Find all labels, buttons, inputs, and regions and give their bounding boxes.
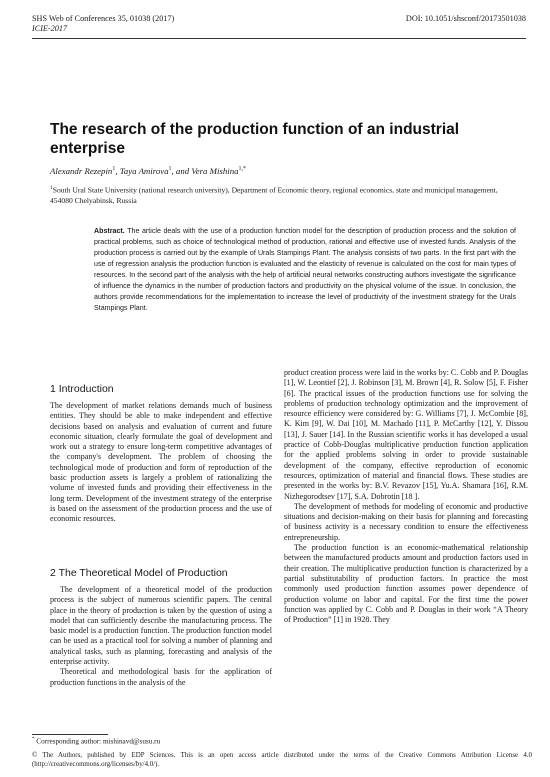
author-affil-mark: 1 — [112, 166, 116, 173]
theoretical-model-body — [50, 585, 272, 688]
author-first-name: Taya — [119, 166, 137, 176]
conference-name: ICIE-2017 — [32, 24, 68, 33]
venue-text: SHS Web of Conferences 35, 01038 (2017) — [32, 14, 175, 23]
footnote-rule — [32, 734, 108, 735]
paragraph: The development of a theoretical model of the production process is the subject of numerous scientific papers. The central place in the theory of production is taken by the question of using a model that can sufficiently describe the manufacturing process. The basic model is a production function. The production function model can be used as a practical tool for solving a number of planning and analytical tasks, such as planning, forecasting and analysis of the enterprise activity. — [50, 585, 272, 667]
author-first-name: Vera — [191, 166, 208, 176]
doi-text[interactable]: DOI: 10.1051/shsconf/20173501038 — [405, 14, 526, 23]
paragraph: Theoretical and methodological basis for the application of production functions in the analysis of the — [50, 667, 272, 687]
abstract-text: The article deals with the use of a production function model for the description of production process and the solution of practical problems, such as choice of technological method of production, rational and effective use of invested funds. Analysis of the production process is carried out by the example of Urals Stampings Plant. The analysis consists of two parts. In the first part with the use of regression analysis the production function is evaluated and the elasticity of revenue is calculated on the cost for main types of resources. In the second part of the analysis with the help of artificial neural networks constructing authors investigate the significance of influence the dynamics in the number of production factors and productivity on the physical volume of the issue. In conclusion, the authors provide recommendations for the implementation to increase the level of productivity of the investment strategy for the Urals Stampings Plant. — [94, 227, 516, 312]
right-column — [284, 368, 528, 625]
footnote — [32, 737, 160, 745]
paragraph: product creation process were laid in the works by: C. Cobb and P. Douglas [1], W. Leontief [2], J. Robinson [3], M. Brown [4], R. Solow [5], F. Fisher [6]. The practical issues of the production functions use for solving the problems of production technology optimization and the improvement of resource efficiency were considered by: G. Williams [7], J. McCombie [8], K. Kim [9], W. Dai [10], M. Machado [11], P. McCarthy [12], Y. Dissou [13], J. Sauer [14]. In the Russian scientific works it has developed a usual practice of Cobb-Douglas multiplicative production function application for the applied problems solving in order to provide sustainable development of the company, effective reproduction of economic resources, optimization of material and financial flows. These studies are presented in the works by: B.V. Revazov [15], Yu.A. Shamara [16], R.M. Nizhegorodtsev [17], S.A. Dobrotin [18 ]. — [284, 368, 528, 501]
author-last-name: Amirova — [138, 166, 169, 176]
footnote-text: Corresponding author: mishinavd@susu.ru — [36, 737, 161, 746]
abstract — [94, 226, 516, 314]
running-header-left — [32, 14, 174, 33]
author-list — [50, 166, 246, 176]
author-last-name: Rezepin — [84, 166, 113, 176]
license-notice: © The Authors, published by EDP Sciences. This is an open access article distributed under the terms of the Creative Commons Attribution License 4.0 (http://creativecommons.org/licenses/by/4.0/). — [32, 752, 532, 769]
paper-title: The research of the production function of an industrial enterprise — [50, 121, 460, 157]
introduction-body — [50, 401, 272, 525]
section-heading-introduction: 1 Introduction — [50, 383, 114, 395]
abstract-label: Abstract. — [94, 227, 125, 235]
paragraph: The development of market relations demands much of business entities. They should be able to make independent and effective decisions based on analysis and evaluation of current and future economic situation, clearly formulate the goal of development and work out a strategy to ensure long-term competitive advantages of the company's development. The problem of choosing the technological mode of production and form of reproduction of the basic production assets is largely a problem of rationalizing the volume of invested funds and providing their effectiveness in the long term. Development of the investment strategy of the enterprise is based on the assessment of the production process and the use of economic resources. — [50, 401, 272, 524]
author-separator: , — [115, 166, 118, 176]
affil-mark: 1 — [50, 185, 53, 191]
author-separator: , and — [171, 166, 190, 176]
header-rule — [32, 38, 526, 39]
footnote-mark: * — [32, 737, 35, 742]
affiliation-text: South Ural State University (national research university), Department of Economic theory, regional economics, state and municipal management, 454080 Chelyabinsk, Russia — [50, 185, 498, 205]
section-heading-theoretical-model: 2 The Theoretical Model of Production — [50, 567, 228, 579]
author-last-name: Mishina — [209, 166, 239, 176]
author-first-name: Alexandr — [50, 166, 83, 176]
paragraph: The development of methods for modeling of economic and productive situations and decision-making on their basis for planning and forecasting of business activity is a necessary condition to ensure the effectiveness entrepreneurship. — [284, 501, 528, 542]
affiliation — [50, 183, 520, 206]
author-affil-mark: 1 — [168, 166, 172, 173]
paragraph: The production function is an economic-mathematical relationship between the manufactured products amount and production factors used in their creation. The multiplicative production function is characterized by a partial substitutability of production factors. In practice the most commonly used production function assumes power dependence of production volume on labor and capital. For the first time the power function was applied by C. Cobb and P. Douglas in their work “A Theory of Production” [1] in 1928. They — [284, 543, 528, 625]
author-affil-mark: 1,* — [238, 166, 246, 173]
